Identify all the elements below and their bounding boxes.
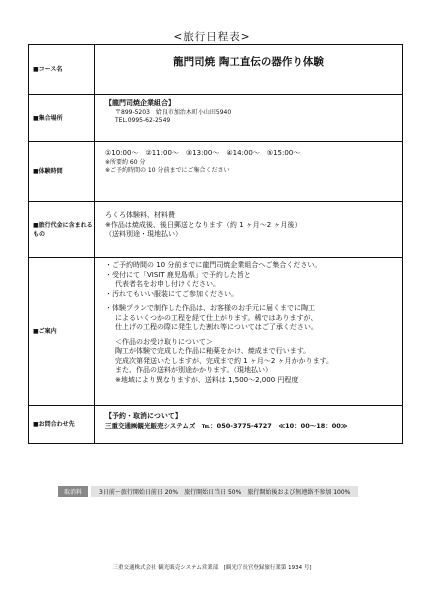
time-row xyxy=(29,142,403,202)
itinerary-table xyxy=(28,44,403,444)
cancellation-fee-row xyxy=(58,486,358,497)
document-title: <旅行日程表> xyxy=(173,31,251,43)
cancellation-fee-badge: 取消料 xyxy=(58,486,88,497)
price-row xyxy=(29,202,403,258)
price-item-2: ※作品は焼成後、後日郵送となります（約 1 ヶ月～2 ヶ月後） xyxy=(105,220,302,229)
footer-company: 三重交通株式会社 観光販売システム営業部 [観光庁長官登録旅行業第 1934 号] xyxy=(112,565,312,571)
price-item-3: （送料別途・現地払い） xyxy=(105,230,182,238)
time-duration-note: ※所要約 60 分 xyxy=(105,158,146,166)
guide-bullet-2-cont: 代表者名をお申し付けください。 xyxy=(115,280,220,288)
contact-heading: 【予約・取消について】 xyxy=(105,412,182,420)
meeting-tel: TEL.0995-62-2549 xyxy=(115,116,171,124)
guide-subheading: ＜作品のお受け取りについて＞ xyxy=(115,337,213,346)
contact-label: ■お問合わせ先 xyxy=(29,406,95,444)
cancellation-fee-text: 3日前～旅行開始日前日 20% 旅行開始日当日 50% 旅行開始後および無連絡不参加 100% xyxy=(91,486,358,497)
guide-label: ■ご案内 xyxy=(29,258,95,406)
guide-row xyxy=(29,258,403,406)
meeting-label: ■集合場所 xyxy=(29,95,95,142)
meeting-address: 〒899-5203 姶良市加治木町小山田5940 xyxy=(115,108,232,116)
course-name: 龍門司焼 陶工直伝の器作り体験 xyxy=(173,56,324,68)
guide-receipt-4: ※地域により異なりますが、送料は 1,500～2,000 円程度 xyxy=(115,375,299,384)
guide-bullet-4: ・体験プランで制作した作品は、お客様のお手元に届くまでに陶工 xyxy=(105,304,315,312)
contact-row xyxy=(29,406,403,444)
time-label: ■体験時間 xyxy=(29,142,95,202)
meeting-row xyxy=(29,95,403,142)
course-row xyxy=(29,45,403,95)
time-slots: ①10:00～ ②11:00～ ③13:00～ ④14:00～ ⑤15:00～ xyxy=(105,149,301,157)
guide-bullet-2: ・受付にて「VISIT 鹿児島県」で予約した旨と xyxy=(105,270,251,279)
course-label: ■コース名 xyxy=(29,45,95,95)
guide-bullet-1: ・ご予約時間の 10 分前までに龍門司焼企業組合へご集合ください。 xyxy=(105,261,322,269)
contact-details: 三重交通㈱観光販売システムズ ℡：050-3775-4727 ≪10：00～18：00≫ xyxy=(105,421,348,430)
guide-bullet-4-cont-1: によるいくつかの工程を経て仕上がります。稀ではありますが、 xyxy=(115,313,318,322)
guide-receipt-2: 完成次第発送いたしますが、完成まで約 1 ヶ月～2 ヶ月かかります。 xyxy=(115,356,334,365)
price-item-1: ろくろ体験料、材料費 xyxy=(105,211,175,219)
guide-bullet-3: ・汚れてもいい服装にてご参加ください。 xyxy=(105,289,238,298)
guide-bullet-4-cont-2: 仕上げの工程の際に発生した割れ等についてはご了承ください。 xyxy=(115,323,318,331)
guide-receipt-1: 陶工が体験で完成した作品に釉薬をかけ、焼成まで行います。 xyxy=(115,347,311,355)
meeting-place-name: 【龍門司焼企業組合】 xyxy=(105,99,175,107)
price-label: ■旅行代金に含まれるもの xyxy=(29,202,95,258)
time-arrival-note: ※ご予約時間の 10 分前までにご集合ください xyxy=(105,166,230,174)
guide-receipt-3: また、作品の送料が別途かかります。（現地払い） xyxy=(115,366,272,374)
